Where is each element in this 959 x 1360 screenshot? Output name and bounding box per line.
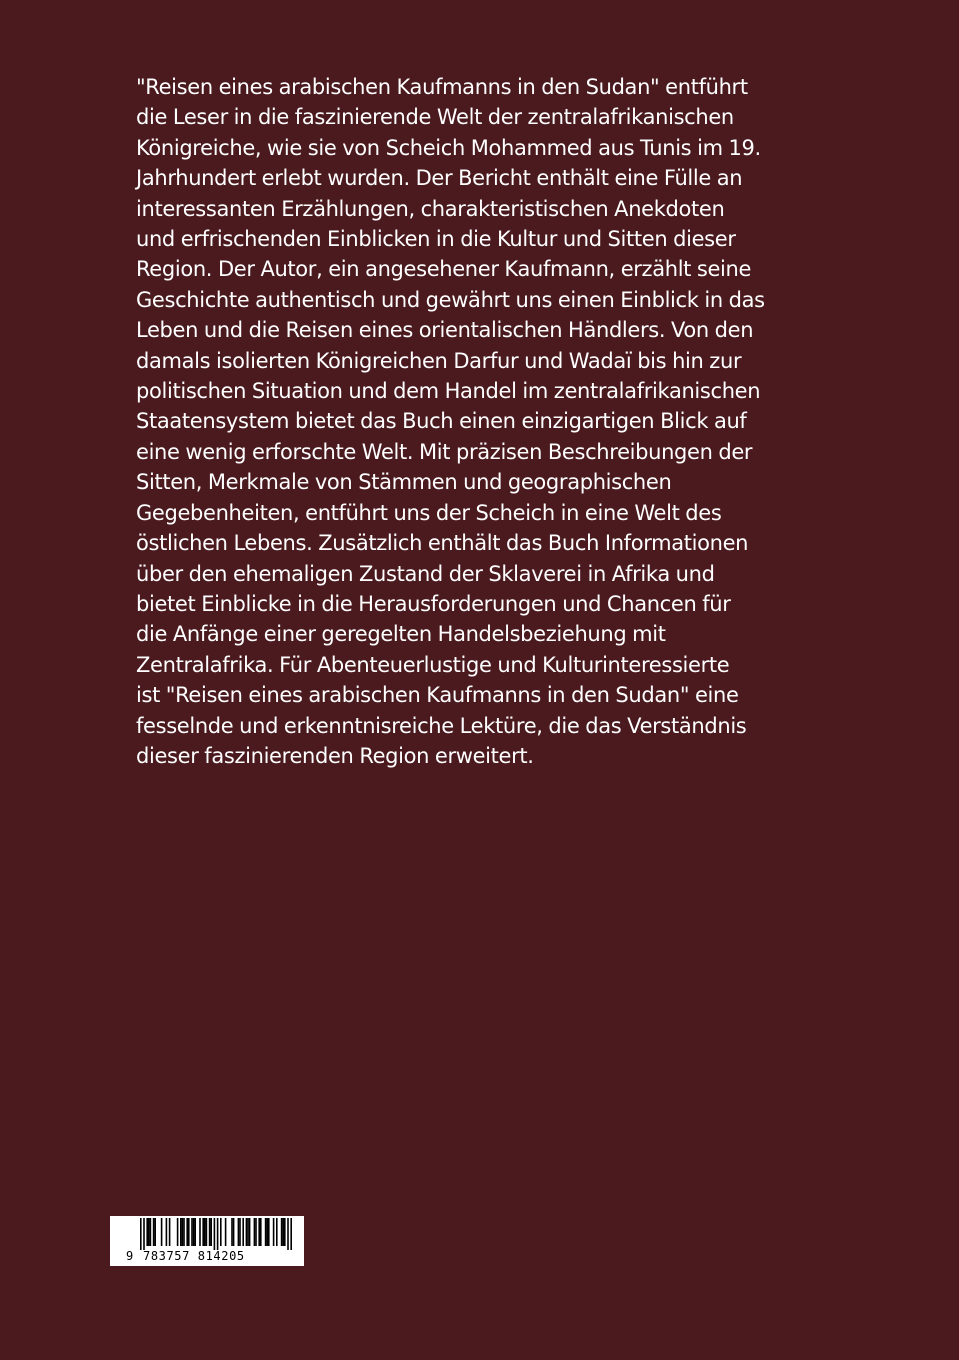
barcode-bar [225,1218,227,1246]
isbn-lead-digit: 9 [126,1249,134,1263]
blurb-line: über den ehemaligen Zustand der Sklaverei in Afrika und [136,561,715,586]
blurb-line: interessanten Erzählungen, charakteristischen Anekdoten [136,196,725,221]
blurb-line: ist "Reisen eines arabischen Kaufmanns in den Sudan" eine [136,683,739,708]
barcode-bar [217,1218,219,1250]
blurb-line: Gegebenheiten, entführt uns der Scheich in eine Welt des [136,500,722,525]
barcode-bar [242,1218,244,1246]
barcode-bar [188,1218,190,1246]
barcode-bar [180,1218,182,1246]
barcode-bar [284,1218,286,1246]
blurb-line: bietet Einblicke in die Herausforderungen und Chancen für [136,591,731,616]
barcode-bar [191,1218,193,1246]
barcode-bar [214,1218,216,1250]
barcode-bar [186,1218,188,1246]
barcode-bar [169,1218,171,1246]
barcode-bar [266,1218,268,1246]
barcode-bar [282,1218,284,1246]
barcode-bar [146,1218,148,1246]
barcode-bar [231,1218,233,1246]
barcode-bar [209,1218,211,1246]
barcode-bar [239,1218,241,1246]
barcode-bar [154,1218,156,1246]
barcode-bar [148,1218,150,1246]
blurb-line: die Leser in die faszinierende Welt der zentralafrikanischen [136,105,734,130]
barcode-bar [204,1218,206,1246]
barcode-bar [193,1218,195,1246]
barcode-bar [290,1218,292,1250]
barcode-bar [281,1218,283,1246]
barcode-bar [254,1218,256,1246]
blurb-line: die Anfänge einer geregelten Handelsbeziehung mit [136,622,666,647]
barcode-bar [199,1218,201,1246]
barcode-bar [249,1218,251,1246]
book-blurb [136,72,826,771]
blurb-line: Region. Der Autor, ein angesehener Kaufmann, erzählt seine [136,257,752,282]
blurb-line: östlichen Lebens. Zusätzlich enthält das Buch Informationen [136,531,749,556]
barcode-bar [265,1218,267,1246]
barcode-bar [150,1218,152,1246]
blurb-line: Zentralafrika. Für Abenteuerlustige und Kulturinteressierte [136,652,730,677]
barcode-bar [166,1218,168,1246]
isbn-digits [110,1248,304,1264]
barcode-bar [206,1218,208,1246]
barcode-bar [153,1218,155,1246]
barcode-bar [255,1218,257,1246]
barcode-bar [210,1218,212,1246]
blurb-line: politischen Situation und dem Handel im zentralafrikanischen [136,379,761,404]
barcode-bars [110,1216,304,1250]
blurb-line: Sitten, Merkmale von Stämmen und geographischen [136,470,672,495]
barcode-bar [194,1218,196,1246]
barcode-bar [258,1218,260,1246]
barcode-bar [273,1218,275,1246]
blurb-line: Staatensystem bietet das Buch einen einzigartigen Blick auf [136,409,747,434]
barcode-bar [287,1218,289,1250]
barcode-bar [246,1218,248,1246]
barcode-bar [233,1218,235,1246]
blurb-line: damals isolierten Königreichen Darfur und Wadaï bis hin zur [136,348,742,373]
blurb-line: Leben und die Reisen eines orientalischen Händlers. Von den [136,318,754,343]
barcode-bar [183,1218,185,1246]
blurb-line: eine wenig erforschte Welt. Mit präzisen Beschreibungen der [136,439,753,464]
blurb-line: dieser faszinierenden Region erweitert. [136,743,534,768]
barcode-bar [220,1218,222,1246]
blurb-line: Geschichte authentisch und gewährt uns einen Einblick in das [136,287,765,312]
barcode-bar [238,1218,240,1246]
isbn-barcode [110,1216,304,1266]
isbn-number: 783757 814205 [143,1249,245,1263]
barcode-bar [202,1218,204,1246]
barcode-bar [140,1218,142,1250]
blurb-line: Königreiche, wie sie von Scheich Mohammed aus Tunis im 19. [136,135,761,160]
barcode-bar [177,1218,179,1246]
barcode-bar [247,1218,249,1246]
blurb-line: Jahrhundert erlebt wurden. Der Bericht enthält eine Fülle an [136,166,743,191]
barcode-bar [182,1218,184,1246]
barcode-bar [260,1218,262,1246]
blurb-line: und erfrischenden Einblicken in die Kultur und Sitten dieser [136,227,736,252]
blurb-line: fesselnde und erkenntnisreiche Lektüre, die das Verständnis [136,713,747,738]
barcode-bar [161,1218,163,1246]
barcode-bar [268,1218,270,1246]
barcode-bar [276,1218,278,1246]
barcode-bar [143,1218,145,1250]
blurb-line: "Reisen eines arabischen Kaufmanns in den Sudan" entführt [136,75,748,99]
